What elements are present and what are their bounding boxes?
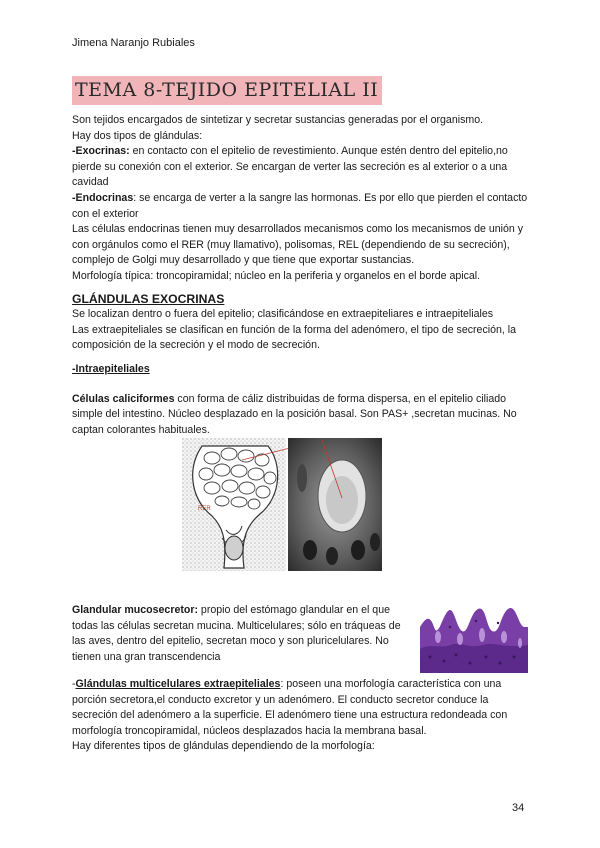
section-heading-exocrine: GLÁNDULAS EXOCRINAS — [72, 291, 225, 306]
goblet-paragraph — [72, 392, 532, 439]
exocrine-text: en contacto con el epitelio de revestimiento. Aunque estén dentro del epitelio,no pierde su conexión con el exterior. Se encargan de verter las secreción es al exterior o a una cavidad — [72, 145, 508, 189]
intro-section — [72, 113, 532, 438]
multicellular-section — [72, 677, 532, 755]
exocrine-definition — [72, 144, 532, 191]
title-block — [72, 76, 382, 105]
intro-paragraph: Morfología típica: troncopiramidal; núcleo en la periferia y organelos en el borde apical. — [72, 269, 481, 282]
goblet-cell-figure — [182, 438, 382, 571]
multicellular-paragraph — [72, 677, 532, 739]
subheading-intraepithelial: -Intraepiteliales — [72, 362, 150, 375]
page-number: 34 — [512, 802, 525, 814]
multicellular-text: : poseen una morfología característica con una porción secretora,el conducto excretor y un adenómero. El conducto secretor conduce la secreción del adenómero a la superficie. El adenómero tiene una estructura redondeada con morfología troncopiramidal, núcleos desplazados hacia la membrana basal. — [72, 678, 508, 737]
multicellular-paragraph-2: Hay diferentes tipos de glándulas dependiendo de la morfología: — [72, 740, 375, 753]
exocrine-paragraph: Se localizan dentro o fuera del epitelio; clasificándose en extraepiteliares e intraepiteliales — [72, 308, 494, 321]
endocrine-definition — [72, 191, 532, 222]
goblet-cell-micrograph — [288, 438, 382, 571]
goblet-text: con forma de cáliz distribuidas de forma dispersa, en el epitelio ciliado simple del intestino. Núcleo desplazado en la posición basal. Son PAS+ ,secretan mucinas. No captan colorantes habituales. — [72, 392, 517, 436]
multicellular-prefix: - — [72, 678, 76, 690]
rer-label: RER — [198, 506, 211, 512]
mucosecretor-text: propio del estómago glandular en el que todas las células secretan mucina. Multicelulares; sólo en tráqueas de las aves, dentro del epitelio, secretan moco y son pluricelulares. No tienen una gran transcendencia — [72, 604, 401, 663]
author-header: Jimena Naranjo Rubiales — [72, 37, 195, 49]
page-title: TEMA 8-TEJIDO EPITELIAL II — [72, 76, 382, 105]
intro-paragraph: Hay dos tipos de glándulas: — [72, 129, 203, 142]
exocrine-paragraph: Las extraepiteliales se clasifican en función de la forma del adenómero, el tipo de secreción, la composición de la secreción y el modo de secreción. — [72, 323, 517, 352]
intro-paragraph: Las células endocrinas tienen muy desarrollados mecanismos como los mecanismos de unión y con orgánulos como el RER (muy llamativo), polisomas, REL (dependiendo de su secreción), complejo de Golgi muy desarrollado y que tiene que exportar sustancias. — [72, 223, 524, 267]
endocrine-label: -Endocrinas — [72, 191, 134, 204]
stomach-mucosa-micrograph — [420, 587, 528, 673]
exocrine-label: -Exocrinas: — [72, 145, 130, 158]
mucosecretor-paragraph — [72, 603, 416, 665]
multicellular-label: Glándulas multicelulares extraepiteliales — [75, 678, 281, 690]
endocrine-text: : se encarga de verter a la sangre las hormonas. Es por ello que pierden el contacto con el exterior — [72, 191, 528, 220]
mucosecretor-label: Glandular mucosecretor: — [72, 604, 198, 616]
goblet-label: Células caliciformes — [72, 392, 175, 405]
intro-paragraph: Son tejidos encargados de sintetizar y secretar sustancias generadas por el organismo. — [72, 114, 484, 126]
mucosecretor-section — [72, 603, 416, 665]
